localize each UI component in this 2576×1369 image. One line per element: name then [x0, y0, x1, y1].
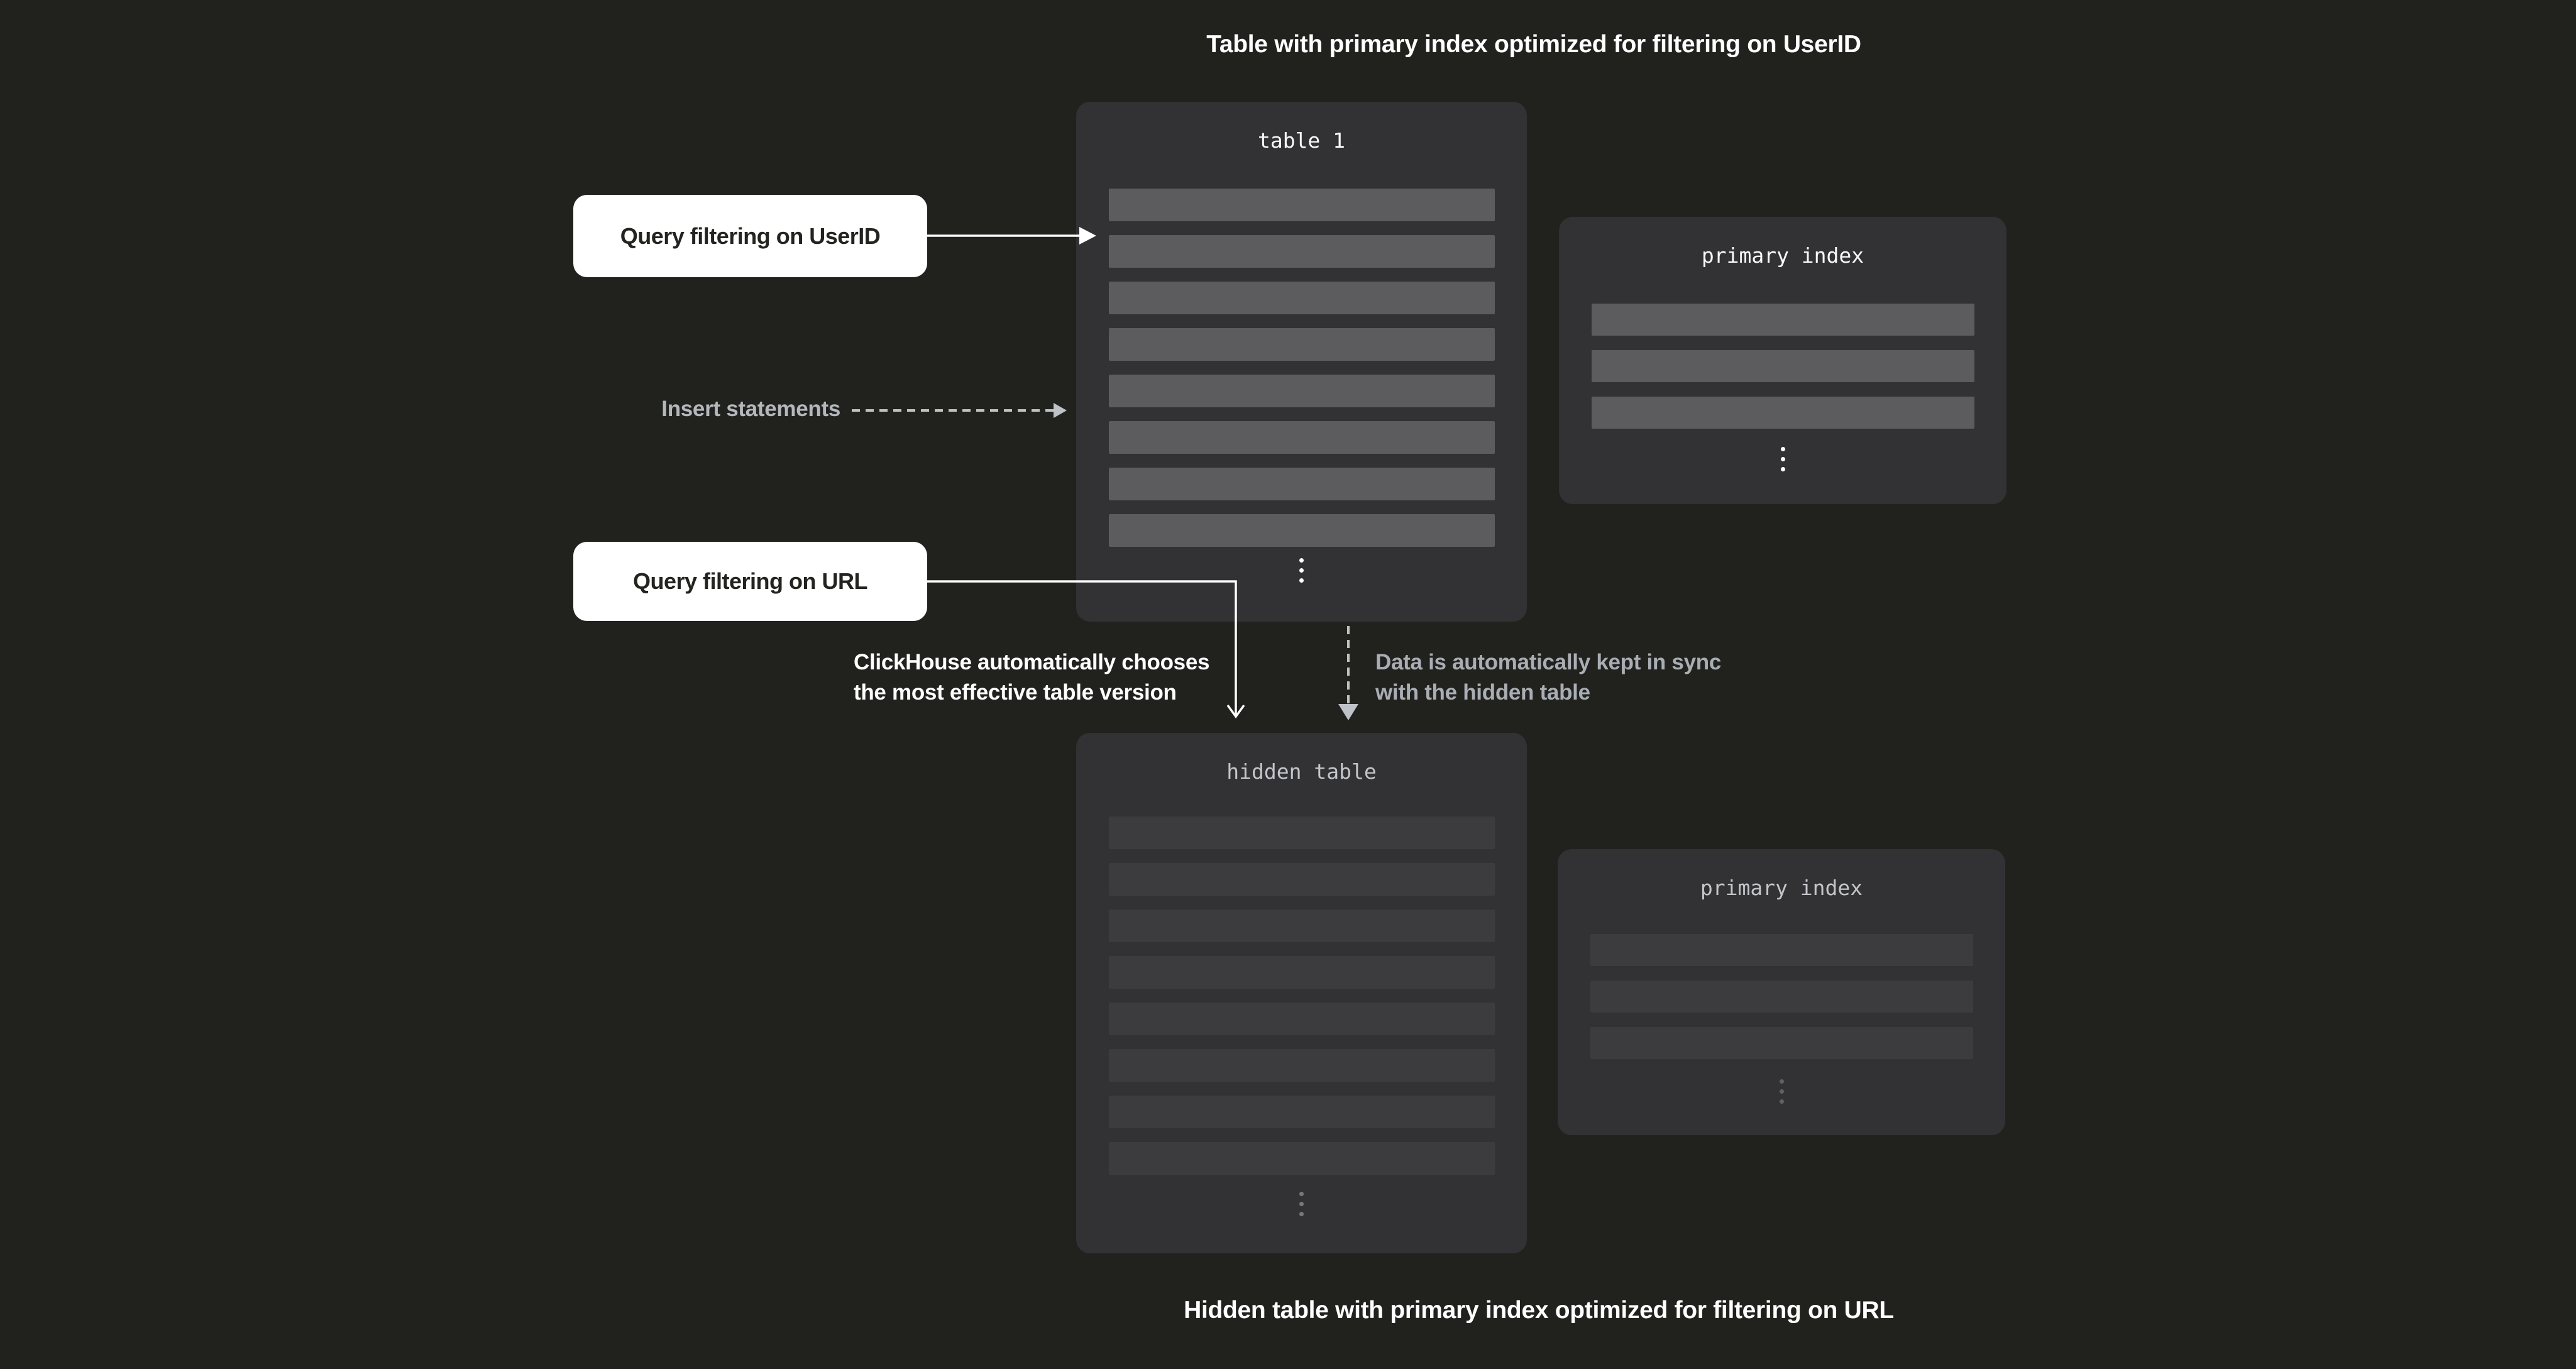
kept-in-sync-note [1375, 647, 1803, 708]
bottom-caption: Hidden table with primary index optimized for filtering on URL [1184, 1297, 1894, 1324]
table-row [1109, 910, 1495, 942]
table-row [1109, 1003, 1495, 1035]
table-row [1109, 375, 1495, 407]
table-row [1109, 189, 1495, 221]
primary-index-top-ellipsis-icon [1559, 447, 2006, 471]
table-row [1592, 397, 1974, 429]
sync-arrow [1338, 626, 1358, 720]
table-row [1109, 816, 1495, 849]
table-row [1592, 304, 1974, 336]
table-row [1109, 235, 1495, 268]
table-row [1109, 421, 1495, 454]
table1-panel [1076, 102, 1527, 622]
clickhouse-chooses-note-line1: ClickHouse automatically chooses [854, 650, 1210, 674]
hidden-table-title: hidden table [1226, 759, 1377, 784]
insert-statements-arrow [852, 403, 1067, 418]
table-row [1590, 1027, 1973, 1059]
table-row [1592, 350, 1974, 382]
hidden-table-rows [1109, 816, 1495, 1175]
table-row [1109, 468, 1495, 500]
table-row [1109, 282, 1495, 314]
primary-index-bottom-ellipsis-icon [1558, 1079, 2005, 1104]
query-url-label: Query filtering on URL [632, 568, 867, 594]
query-userid-label: Query filtering on UserID [620, 223, 881, 249]
kept-in-sync-note-line1: Data is automatically kept in sync [1375, 650, 1722, 674]
primary-index-bottom-panel [1558, 849, 2005, 1135]
primary-index-bottom-title: primary index [1700, 876, 1863, 900]
table-row [1590, 981, 1973, 1013]
query-userid-callout [573, 195, 927, 277]
table-row [1109, 1096, 1495, 1128]
clickhouse-chooses-note-line2: the most effective table version [854, 680, 1177, 705]
hidden-table-ellipsis-icon [1076, 1192, 1527, 1216]
table-row [1109, 863, 1495, 896]
primary-index-top-title: primary index [1701, 243, 1864, 268]
userid-query-arrow [927, 227, 1096, 245]
table1-rows [1109, 189, 1495, 547]
table-row [1109, 514, 1495, 547]
table-row [1109, 328, 1495, 361]
table-row [1109, 1049, 1495, 1082]
primary-index-top-panel [1559, 217, 2006, 504]
insert-statements-label: Insert statements [661, 397, 840, 421]
hidden-table-panel [1076, 733, 1527, 1253]
top-caption: Table with primary index optimized for filtering on UserID [1206, 31, 1861, 58]
table1-title: table 1 [1257, 128, 1346, 153]
table-row [1109, 956, 1495, 989]
primary-index-bottom-rows [1590, 934, 1973, 1059]
clickhouse-chooses-note [854, 647, 1231, 708]
kept-in-sync-note-line2: with the hidden table [1375, 680, 1590, 705]
query-url-callout [573, 542, 927, 621]
table-row [1590, 934, 1973, 966]
table-row [1109, 1142, 1495, 1175]
primary-index-top-rows [1592, 304, 1974, 429]
table1-ellipsis-icon [1076, 558, 1527, 583]
